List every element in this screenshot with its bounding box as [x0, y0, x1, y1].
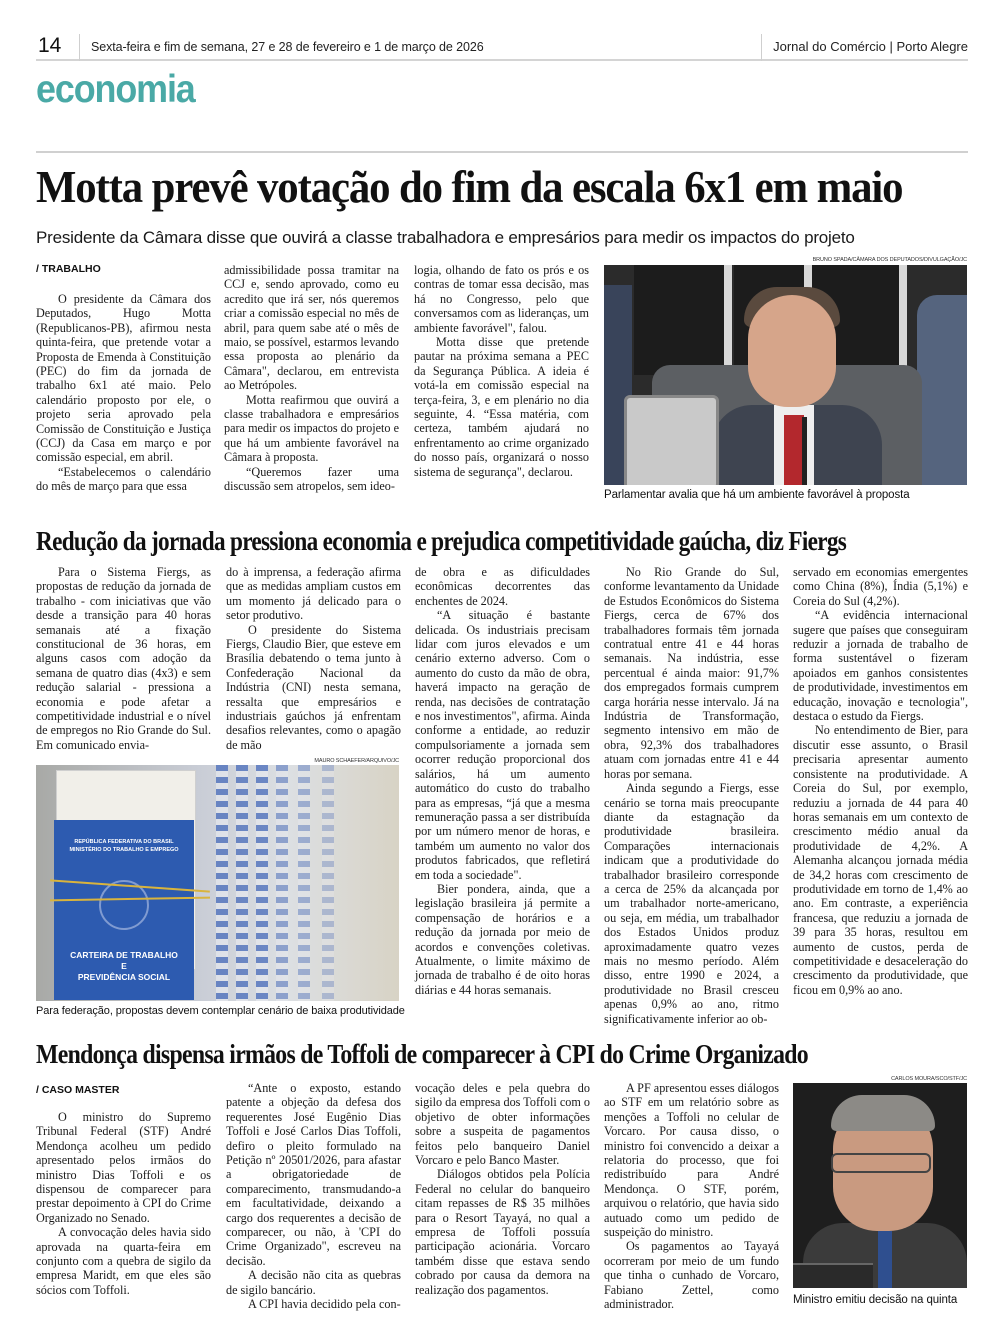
- paragraph: “A evidência internacional sugere que países que conseguiram reduzir a jornada de trabalho de forma sustentável o fizeram apoiados em ganhos consistentes de produtividade, investimentos em educação, inovação e tecnologia", destaca o estudo da Fiergs.: [793, 608, 968, 724]
- paragraph: Motta reafirmou que ouvirá a classe trabalhadora e empresários para medir os impactos do projeto e que há um ambiente favorável na Câmara à proposta.: [224, 392, 399, 465]
- paragraph: vocação deles e pela quebra do sigilo da empresa dos Toffoli com o objetivo de obter informações sobre a suspeita de pagamentos feitos pelo banqueiro Daniel Vorcaro e pelo Banco Master.: [415, 1081, 590, 1168]
- booklet-title: CARTEIRA DE TRABALHO E PREVIDÊNCIA SOCIAL: [70, 950, 178, 982]
- paragraph: No entendimento de Bier, para discutir esse assunto, o Brasil precisaria apresentar aumento consistente na produtividade. A Coreia do Sul, por exemplo, reduziu a jornada de 44 para 40 horas semanais em um contexto de crescimento médio anual da produtividade de 4,2%. A Alemanha alcançou jornada média de 34,2 horas com crescimento de produtividade em torno de 1,4% ao ano. Em contraste, a experiência francesa, que reduziu a jornada de 39 para 35 horas, resultou em aumento de custos, perda de competitividade e desaceleração do crescimento da produtividade, que ficou em 0,9% ao ano.: [793, 723, 968, 997]
- paragraph: A PF apresentou esses diálogos ao STF em um relatório sobre as menções a Toffoli no celular de Vorcaro. Por causa disso, o ministro foi convencido a deixar a relatoria do processo, que foi redistribuído para André Mendonça. O STF, porém, arquivou o relatório, que havia sido autuado como um pedido de suspeição do ministro.: [604, 1081, 780, 1240]
- paragraph: “Ante o exposto, estando patente a objeção da defesa dos requerentes José Eugênio Dias Toffoli e José Carlos Dias Toffoli, defiro o pleito formulado na Petição nº 20501/2026, para afastar a obrigatoriedade de comparecimento, transmudando-a em facultatividade, deixando a cargo dos requerentes a decisão de comparecer, ou não, à 'CPI do Crime Organizado", escreveu na decisão.: [226, 1081, 401, 1268]
- paragraph: do à imprensa, a federação afirma que as medidas ampliam custos em um momento já delicado para o setor produtivo.: [226, 565, 401, 623]
- folio-divider: [761, 34, 762, 61]
- story3-column-4: [604, 1081, 779, 1312]
- story3-column-3: [415, 1081, 590, 1297]
- photo-andre-mendonca: [793, 1083, 967, 1288]
- folio-divider: [79, 34, 80, 61]
- paragraph: No Rio Grande do Sul, conforme levantamento da Unidade de Estudos Econômicos do Sistema Fiergs, cerca de 67% dos trabalhadores formais têm jornada contratual entre 41 e 44 horas semanais. Na indústria, esse percentual é ainda maior: 91,7% dos empregados formais cumprem carga horária nesse intervalo. Já na Indústria de Transformação, segmento intensivo em mão de obra, 92,3% dos trabalhadores atuam com jornadas entre 41 e 44 horas por semana.: [604, 565, 779, 781]
- paragraph: A CPI havia decidido pela con-: [248, 1297, 401, 1312]
- photo-caption: Ministro emitiu decisão na quinta: [793, 1294, 958, 1306]
- photo-hugo-motta: [604, 265, 967, 485]
- kicker-trabalho: / TRABALHO: [36, 263, 101, 275]
- page-number: 14: [38, 34, 62, 57]
- paragraph: A convocação deles havia sido aprovada na quarta-feira em conjunto com a quebra de sigilo da empresa Maridt, em que eles são sócios com Toffoli.: [36, 1225, 211, 1297]
- photo-credit: CARLOS MOURA/SCO/STF/JC: [891, 1076, 967, 1082]
- paragraph: Bier pondera, ainda, que a legislação brasileira já permite a compensação de horários e a redução da jornada por meio de acordos e convenções coletivas. Atualmente, o limite máximo de jornada de trabalho é de oito horas diárias e 44 horas semanais.: [415, 881, 590, 997]
- section-title: economia: [36, 68, 195, 111]
- story2-column-3: [415, 565, 590, 997]
- photo-credit: MAURO SCHAEFER/ARQUIVO/JC: [314, 758, 399, 764]
- story2-column-5: [793, 565, 968, 997]
- paragraph: Os pagamentos ao Tayayá ocorreram por meio de um fundo que tinha o cunhado de Vorcaro, Fabiano Zettel, como administrador.: [604, 1239, 779, 1312]
- paragraph: Diálogos obtidos pela Polícia Federal no celular do banqueiro citam repasses de R$ 35 milhões para o Resort Tayayá, no qual a empresa de Toffoli possuía participação acionária. Vorcaro também disse que estava sendo cobrado por causa da demora na realização dos pagamentos.: [415, 1167, 590, 1297]
- edition-date: Sexta-feira e fim de semana, 27 e 28 de fevereiro e 1 de março de 2026: [91, 40, 484, 54]
- paragraph: Motta disse que pretende pautar na próxima semana a PEC da Segurança Pública. A ideia é votá-la em comissão especial na terça-feira, 3, e em plenário no dia seguinte, 4. “Essa matéria, com certeza, também ajudará no enfrentamento ao crime organizado do nosso país, organizará o nosso sistema de segurança", declarou.: [414, 335, 589, 479]
- paragraph: Para o Sistema Fiergs, as propostas de redução da jornada de trabalho - com iniciativas que vão desde a transição para 40 horas semanais até a fixação constitucional de 36 horas, em alguns casos com adoção da semana de quatro dias (4x3) e sem redução salarial - pressiona a economia e pode afetar a competitividade industrial e o nível de empregos no Rio Grande do Sul. Em comunicado envia-: [36, 565, 211, 752]
- photo-caption: Para federação, propostas devem contemplar cenário de baixa produtividade: [36, 1005, 405, 1017]
- booklet: [54, 820, 194, 1000]
- story2-column-1: [36, 565, 211, 752]
- main-headline: Motta prevê votação do fim da escala 6x1 em maio: [36, 161, 903, 212]
- story1-column-3: [414, 263, 589, 479]
- kicker-caso-master: / CASO MASTER: [36, 1084, 120, 1096]
- story3-column-2: [226, 1081, 401, 1312]
- paragraph: O ministro do Supremo Tribunal Federal (STF) André Mendonça acolheu um pedido apresentado pelos irmãos do ministro Dias Toffoli e os dispensou de comparecer para prestar depoimento à CPI do Crime Organizado no Senado.: [36, 1110, 211, 1225]
- paragraph: O presidente do Sistema Fiergs, Claudio Bier, que esteve em Brasília debatendo o tema junto à Confederação Nacional da Indústria (CNI) nesta semana, ressalta que empresários e industriais gaúchos já enfrentam desafios relevantes, como o apagão de mão: [226, 622, 401, 752]
- paragraph: de obra e as dificuldades econômicas decorrentes das enchentes de 2024.: [415, 565, 590, 608]
- newspaper-name: Jornal do Comércio | Porto Alegre: [773, 39, 968, 54]
- photo-carteira-de-trabalho: [36, 765, 399, 1001]
- story2-column-4: [604, 565, 779, 1026]
- paragraph: admissibilidade possa tramitar na CCJ e, sendo aprovado, como eu acredito que irá ser, nós queremos criar a comissão especial no mês de abril, para quem sabe até o mês de maio, se possível, estarmos levando essa proposta ao plenário da Câmara", declarou, em entrevista ao Metrópoles.: [224, 263, 399, 393]
- page-folio: [36, 34, 968, 61]
- main-deck: Presidente da Câmara disse que ouvirá a classe trabalhadora e empresários para medir os impactos do projeto: [36, 228, 855, 247]
- paragraph: logia, olhando de fato os prós e os contras de tomar essa decisão, mas há no Congresso, pelo que conversamos com as lideranças, um ambiente favorável", falou.: [414, 263, 589, 335]
- booklet-header: REPÚBLICA FEDERATIVA DO BRASIL MINISTÉRIO DO TRABALHO E EMPREGO: [69, 839, 179, 853]
- paragraph: “Queremos fazer uma discussão sem atropelos, sem ideo-: [224, 464, 399, 494]
- story2-headline: Redução da jornada pressiona economia e prejudica competitividade gaúcha, diz Fiergs: [36, 526, 847, 556]
- section-rule: [36, 151, 968, 153]
- paragraph: servado em economias emergentes como China (8%), Índia (5,1%) e Coreia do Sul (4,2%).: [793, 565, 968, 608]
- paragraph: Ainda segundo a Fiergs, esse cenário se torna mais preocupante diante da estagnação da produtividade brasileira. Comparações internacionais indicam que a produtividade do trabalhador brasileiro corresponde a cerca de 25% da alcançada por um trabalhador norte-americano, ou seja, em média, um trabalhador dos Estados Unidos produz aproximadamente quatro vezes mais no mesmo período. Além disso, entre 1990 e 2024, a produtividade no Brasil cresceu apenas 0,9% ao ano, ritmo significativamente inferior ao ob-: [604, 781, 779, 1026]
- story1-column-2: [224, 263, 399, 494]
- story3-headline: Mendonça dispensa irmãos de Toffoli de comparecer à CPI do Crime Organizado: [36, 1039, 808, 1069]
- paragraph: O presidente da Câmara dos Deputados, Hugo Motta (Republicanos-PB), afirmou nesta quinta-feira, que pretende votar a Proposta de Emenda à Constituição (PEC) do fim da jornada de trabalho 6x1 até maio. Pelo calendário proposto por ele, o projeto seria aprovado pela Comissão de Constituição e Justiça (CCJ) da Casa em março e por comissão especial, em abril.: [36, 292, 211, 465]
- paragraph: “A situação é bastante delicada. Os industriais precisam lidar com juros elevados e um cenário externo adverso. Com o aumento do custo da mão de obra, haverá impacto na geração de renda, nas decisões de contratação e nos investimentos", afirma. Ainda conforme a entidade, ao reduzir compulsoriamente a jornada sem ocorrer redução proporcional dos salários, há um aumento automático do custo do trabalho para as empresas, “já que a mesma remuneração passa a ser distribuída por um número menor de horas, e também um aumento no valor dos produtos fabricados, que refletirá em toda a sociedade".: [415, 608, 590, 882]
- story1-column-1: [36, 292, 211, 494]
- photo-credit: BRUNO SPADA/CÂMARA DOS DEPUTADOS/DIVULGAÇÃO/JC: [812, 257, 967, 263]
- story2-column-2: [226, 565, 401, 752]
- paragraph: “Estabelecemos o calendário do mês de março para que essa: [36, 464, 211, 494]
- photo-caption: Parlamentar avalia que há um ambiente favorável à proposta: [604, 489, 910, 501]
- story3-column-1: [36, 1110, 211, 1297]
- paragraph: A decisão não cita as quebras de sigilo bancário.: [226, 1268, 401, 1297]
